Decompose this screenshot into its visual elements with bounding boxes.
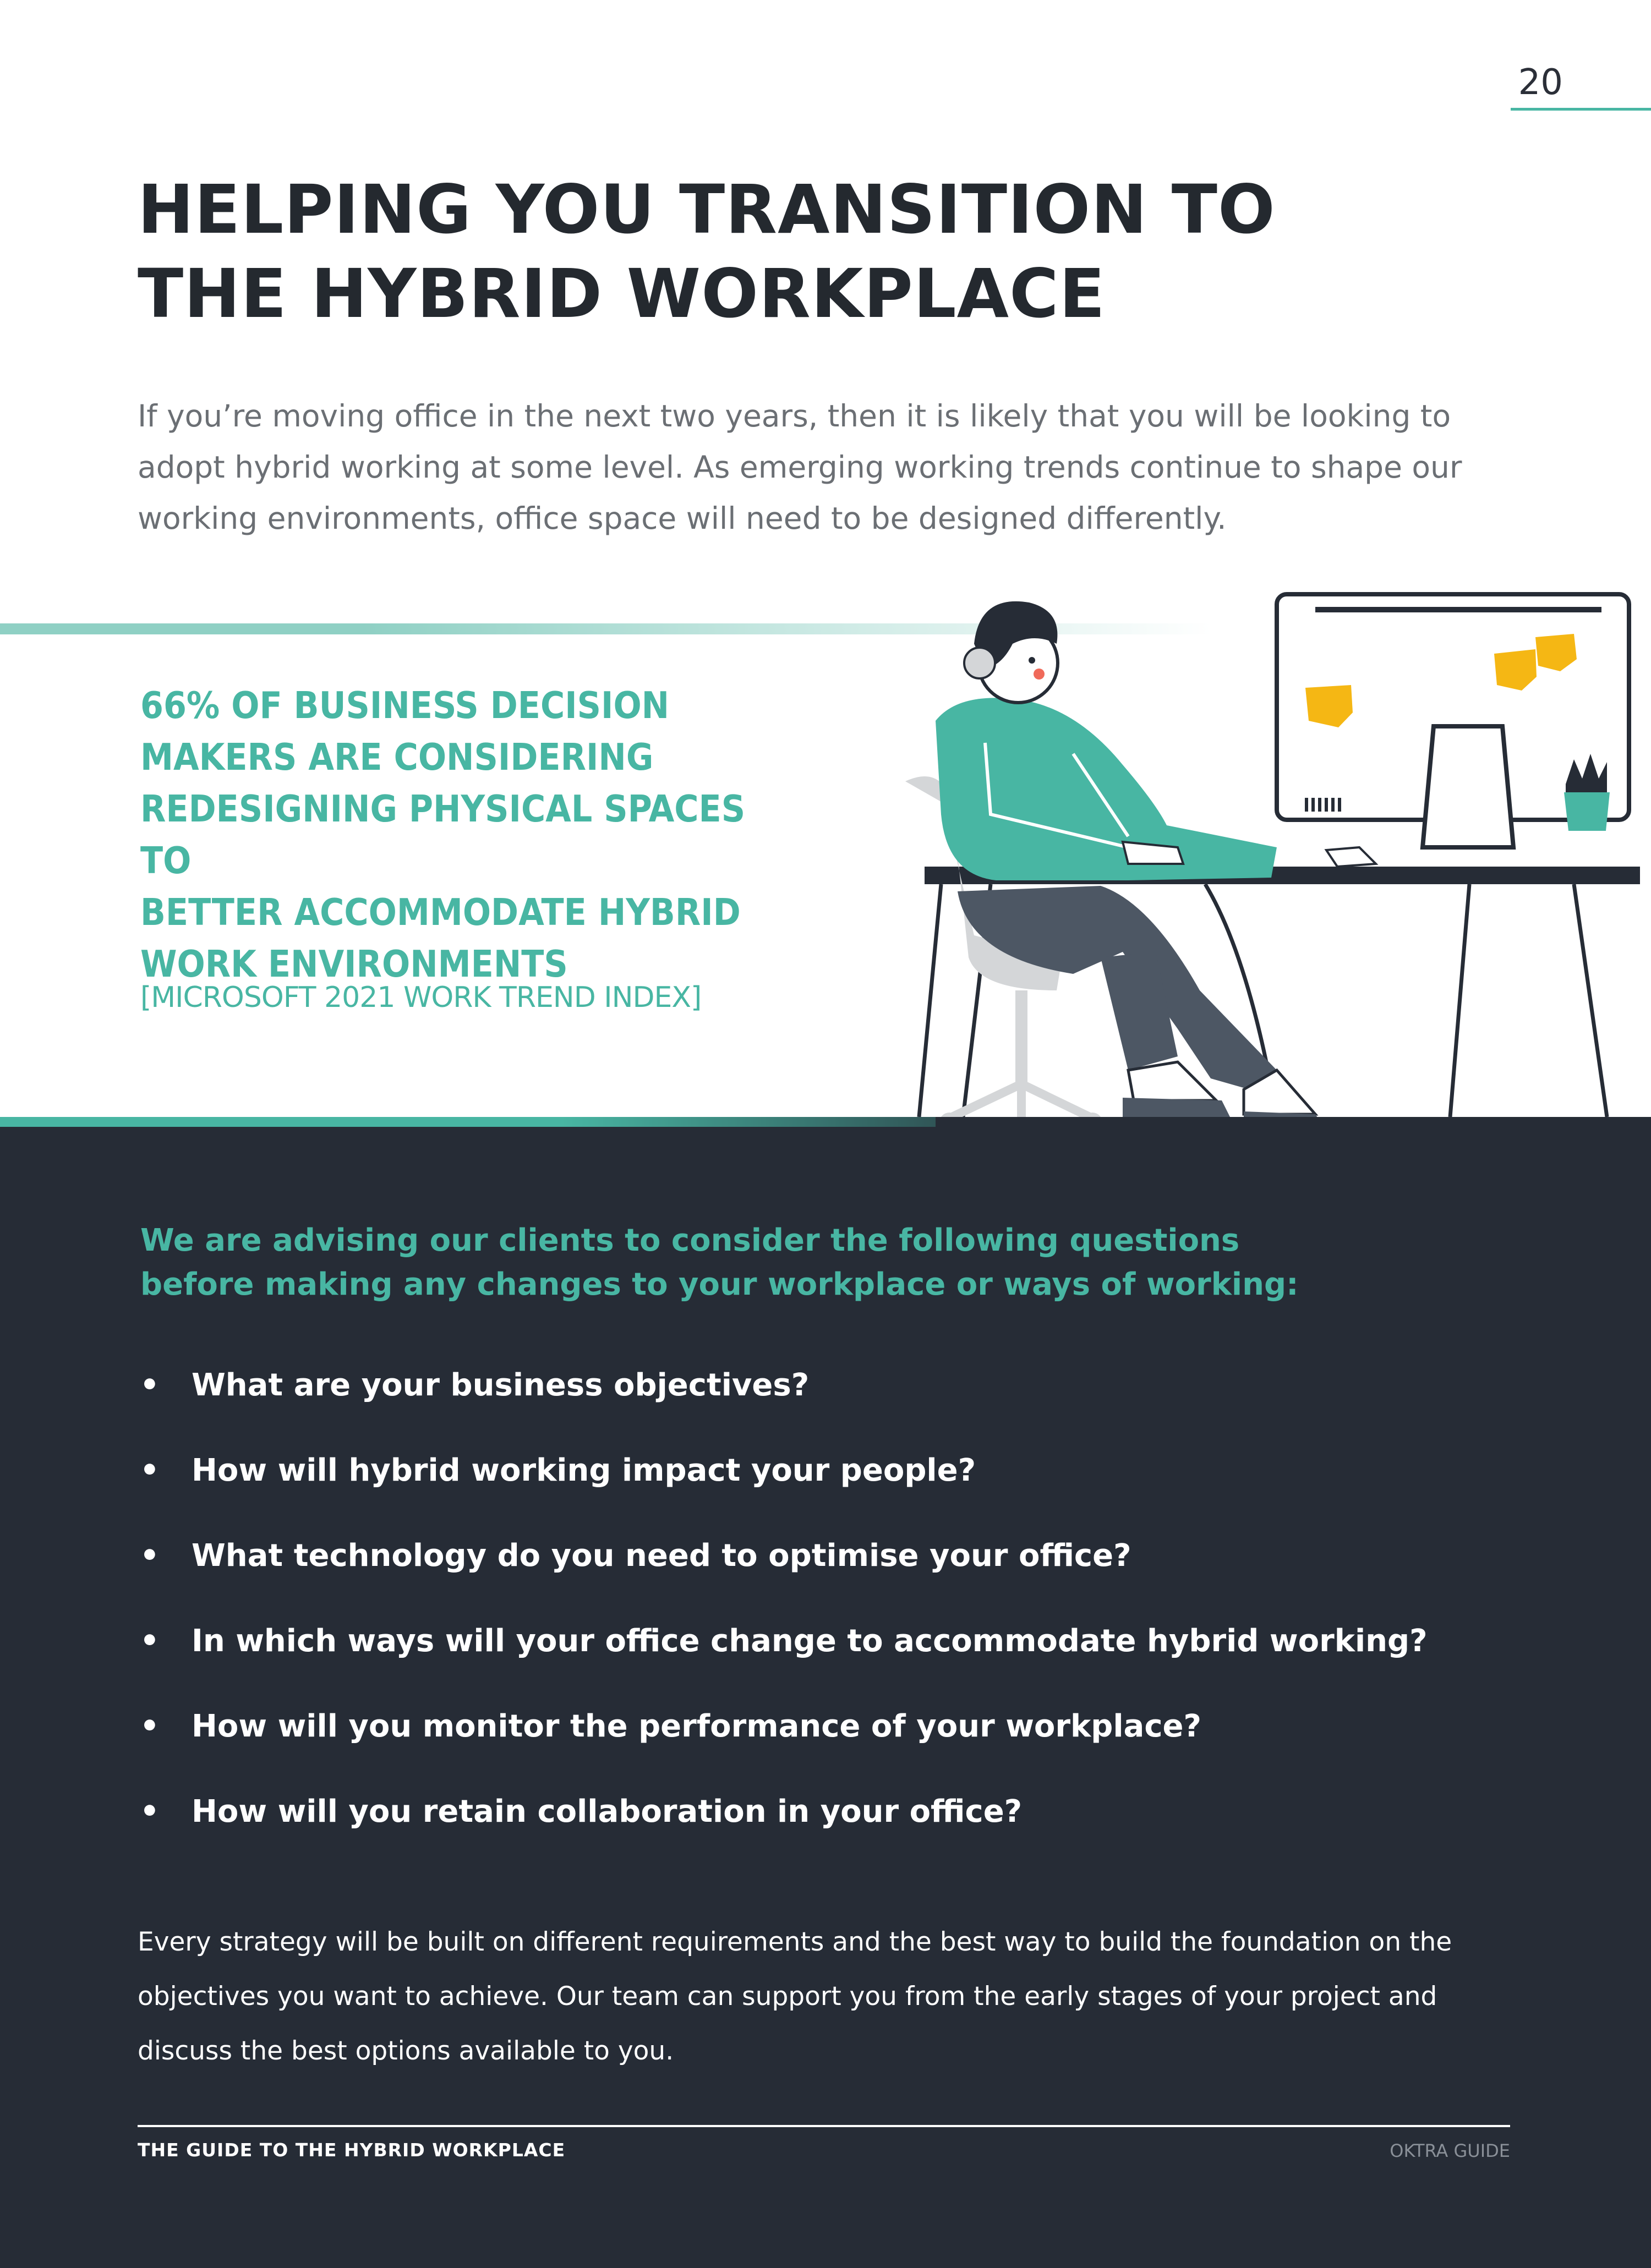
statistic-callout [140, 680, 801, 990]
stat-line: 66% OF BUSINESS DECISION [140, 684, 670, 727]
question-item [138, 1449, 1428, 1493]
footer-guide-title: THE GUIDE TO THE HYBRID WORKPLACE [138, 2139, 566, 2161]
question-item [138, 1619, 1428, 1663]
advice-intro [140, 1219, 1461, 1307]
page-number: 20 [1518, 62, 1563, 103]
bullet: • [140, 1453, 160, 1488]
bullet: • [140, 1794, 160, 1829]
bullet: • [140, 1708, 160, 1744]
question-text: What are your business objectives? [192, 1367, 810, 1403]
advice-line-1: We are advising our clients to consider the following questions [140, 1223, 1240, 1258]
title-line-2: THE HYBRID WORKPLACE [138, 255, 1106, 333]
bullet: • [140, 1623, 160, 1659]
title-line-1: HELPING YOU TRANSITION TO [138, 171, 1276, 249]
advice-line-2: before making any changes to your workplace or ways of working: [140, 1267, 1299, 1302]
question-text: How will hybrid working impact your people? [192, 1453, 976, 1488]
section-accent-rule [0, 1117, 936, 1127]
person-torso [936, 698, 1277, 880]
closing-paragraph: Every strategy will be built on different requirements and the best way to build the foundation on the objectives you want to achieve. Our team can support you from the early stages of your project and discuss the best options available to you. [138, 1927, 1452, 2066]
person-at-desk-illustration [892, 572, 1651, 1155]
question-item [138, 1534, 1428, 1578]
question-text: How will you retain collaboration in your office? [192, 1794, 1023, 1829]
page-title [138, 168, 1276, 336]
bullet: • [140, 1367, 160, 1403]
question-item [138, 1790, 1428, 1834]
stat-line: MAKERS ARE CONSIDERING [140, 736, 654, 779]
question-text: What technology do you need to optimise your office? [192, 1538, 1131, 1574]
intro-paragraph: If you’re moving office in the next two years, then it is likely that you will be looking to adopt hybrid working at some level. As emerging working trends continue to shape our working environments, office space will need to be designed differently. [138, 398, 1462, 536]
questions-list [138, 1363, 1428, 1875]
question-item [138, 1705, 1428, 1749]
stat-source: [MICROSOFT 2021 WORK TREND INDEX] [140, 981, 702, 1014]
footer-rule [138, 2125, 1510, 2127]
question-text: In which ways will your office change to accommodate hybrid working? [192, 1623, 1428, 1659]
stat-line: REDESIGNING PHYSICAL SPACES TO [140, 787, 746, 882]
question-item [138, 1363, 1428, 1407]
stat-line: BETTER ACCOMMODATE HYBRID [140, 891, 741, 934]
stat-line: WORK ENVIRONMENTS [140, 943, 568, 985]
page-number-rule [1511, 108, 1651, 111]
question-text: How will you monitor the performance of your workplace? [192, 1708, 1201, 1744]
bullet: • [140, 1538, 160, 1574]
footer-brand: OKTRA GUIDE [1390, 2140, 1510, 2161]
